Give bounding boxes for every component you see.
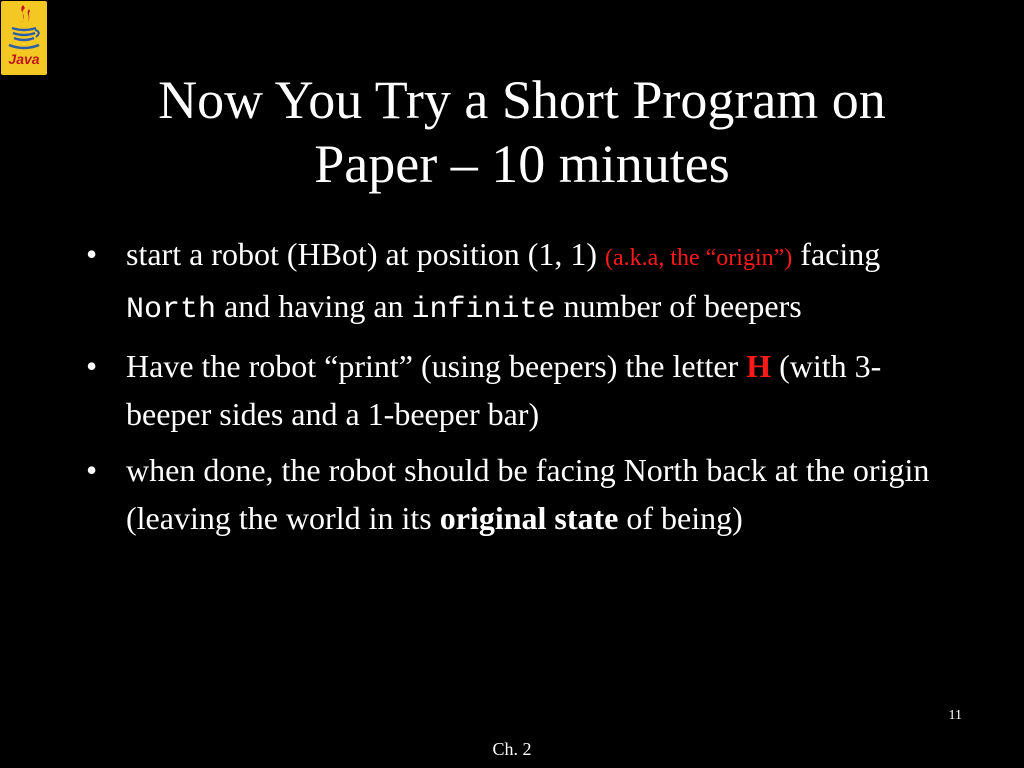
java-coffee-cup-icon	[1, 1, 47, 53]
code-north: North	[126, 293, 217, 327]
letter-h-highlight: H	[746, 348, 772, 384]
slide-title-line-1: Now You Try a Short Program on	[158, 70, 886, 130]
slide-footer: Ch. 2	[492, 739, 532, 759]
code-infinite: infinite	[411, 293, 556, 327]
bullet-item-start-robot	[86, 230, 946, 334]
bullet-text: and having an	[216, 288, 412, 324]
slide-title-line-2: Paper – 10 minutes	[314, 134, 730, 194]
bullet-marker: •	[86, 348, 98, 384]
bullet-text: number of beepers	[555, 288, 802, 324]
bullet-item-print-h	[86, 342, 946, 438]
bullet-text: start a robot (HBot) at position (1, 1)	[126, 236, 606, 272]
java-logo	[1, 1, 47, 75]
bullet-text: Have the robot “print” (using beepers) the letter	[126, 348, 747, 384]
slide-title	[60, 68, 984, 196]
bullet-text: of being)	[618, 500, 743, 536]
original-state-emphasis: original state	[439, 500, 619, 536]
bullet-text: facing	[792, 236, 881, 272]
bullet-marker: •	[86, 452, 98, 488]
origin-note: (a.k.a, the “origin”)	[605, 245, 793, 271]
bullet-list	[86, 230, 946, 550]
slide-page-number: 11	[948, 708, 962, 723]
bullet-text: when done, the robot should be facing North back at the origin (leaving the world in its	[126, 452, 930, 536]
bullet-text: (with 3-beeper sides and a 1-beeper bar)	[126, 348, 882, 432]
bullet-marker: •	[86, 236, 98, 272]
bullet-item-when-done	[86, 446, 946, 542]
java-logo-word: Java	[8, 51, 40, 67]
